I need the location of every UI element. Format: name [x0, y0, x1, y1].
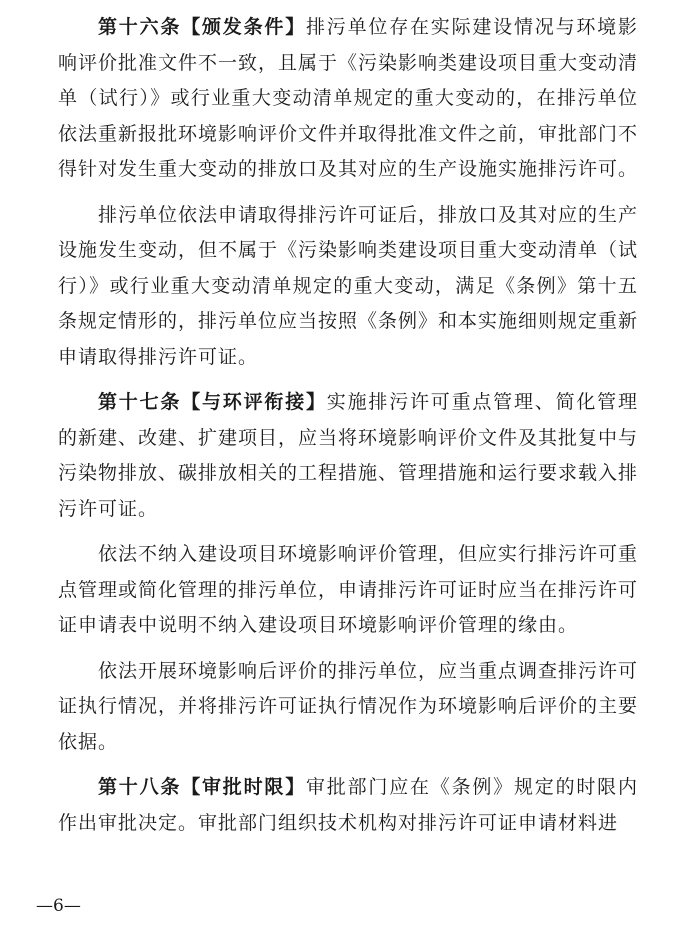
paragraph-text: 依法不纳入建设项目环境影响评价管理，但应实行排污许可重点管理或简化管理的排污单位，申请排污许可证时应当在排污许可证申请表中说明不纳入建设项目环境影响评价管理的缘由。	[58, 543, 639, 636]
article-number: 第十六条	[98, 16, 182, 38]
article-17-paragraph	[58, 385, 638, 527]
page-number: —6—	[36, 896, 81, 916]
article-title: 【与环评衔接】	[181, 391, 327, 413]
document-body	[58, 10, 638, 851]
article-text: 审批部门应在《条例》规定的时限内作出审批决定。审批部门组织技术机构对排污许可证申请材料进	[58, 776, 638, 834]
article-number: 第十八条	[98, 776, 182, 798]
paragraph-text: 依法开展环境影响后评价的排污单位，应当重点调查排污许可证执行情况，并将排污许可证执行情况作为环境影响后评价的主要依据。	[58, 659, 639, 753]
article-16-paragraph-2	[58, 198, 638, 376]
article-number: 第十七条	[98, 391, 182, 413]
article-text: 排污单位存在实际建设情况与环境影响评价批准文件不一致，且属于《污染影响类建设项目重大变动清单（试行）》或行业重大变动清单规定的重大变动的，在排污单位依法重新报批环境影响评价文件并取得批准文件之前，审批部门不得针对发生重大变动的排放口及其对应的生产设施实施排污许可。	[58, 16, 639, 180]
article-title: 【颁发条件】	[181, 16, 306, 38]
article-title: 【审批时限】	[181, 776, 306, 798]
article-17-paragraph-3	[58, 654, 638, 761]
article-text: 实施排污许可重点管理、简化管理的新建、改建、扩建项目，应当将环境影响评价文件及其批复中与污染物排放、碳排放相关的工程措施、管理措施和运行要求载入排污许可证。	[58, 391, 639, 520]
article-16-paragraph	[58, 10, 638, 188]
article-18-paragraph	[58, 770, 638, 841]
article-17-paragraph-2	[58, 537, 638, 644]
paragraph-text: 排污单位依法申请取得排污许可证后，排放口及其对应的生产设施发生变动，但不属于《污染影响类建设项目重大变动清单（试行）》或行业重大变动清单规定的重大变动，满足《条例》第十五条规定情形的，排污单位应当按照《条例》和本实施细则规定重新申请取得排污许可证。	[58, 203, 639, 368]
